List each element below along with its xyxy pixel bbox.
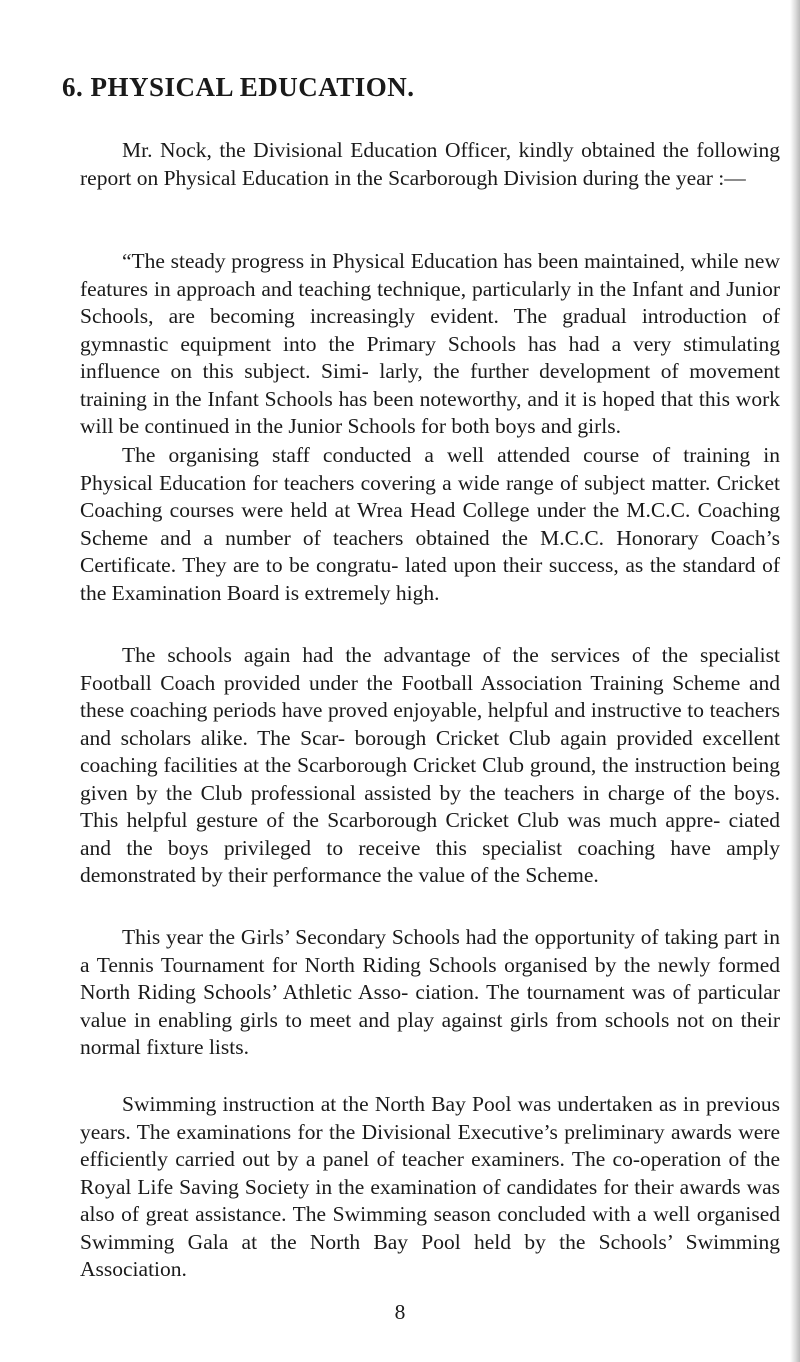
paragraph-intro: Mr. Nock, the Divisional Education Officer, kindly obtained the following report on Physical Education in the Scarborough Division during the year :— (80, 138, 780, 190)
paragraph-football-coach: The schools again had the advantage of the services of the specialist Football Coach provided under the Football Association Training Scheme and these coaching periods have proved enjoyable, helpful and instructive to teachers and scholars alike. The Scar- borough Cricket Club again provided excellent coaching facilities at the Scarborough Cricket Club ground, the instruction being given by the Club professional assisted by the teachers in charge of the boys. This helpful gesture of the Scarborough Cricket Club was much appre- ciated and the boys privileged to receive this specialist coaching have amply demonstrated by their performance the value of the Scheme. (80, 643, 780, 887)
paragraph-swimming: Swimming instruction at the North Bay Pool was undertaken as in previous years. The examinations for the Divisional Executive’s preliminary awards were efficiently carried out by a panel of teacher examiners. The co-operation of the Royal Life Saving Society in the examination of candidates for their awards was also of great assistance. The Swimming season concluded with a well organised Swimming Gala at the North Bay Pool held by the Schools’ Swimming Association. (80, 1092, 780, 1281)
paragraph-tennis-tournament: This year the Girls’ Secondary Schools had the opportunity of taking part in a Tennis Tournament for North Riding Schools organised by the newly formed North Riding Schools’ Athletic Asso- ciation. The tournament was of particular value in enabling girls to meet and play against girls from schools not on their normal fixture lists. (80, 925, 780, 1059)
page-edge-shadow (790, 0, 800, 1362)
page-number: 8 (394, 1300, 406, 1324)
paragraph-steady-progress: “The steady progress in Physical Education has been maintained, while new features in approach and teaching technique, particularly in the Infant and Junior Schools, are becoming increasingly evident. The gradual introduction of gymnastic equipment into the Primary Schools has had a very stimulating influence on this subject. Simi- larly, the further development of movement training in the Infant Schools has been noteworthy, and it is hoped that this work will be continued in the Junior Schools for both boys and girls. (80, 249, 780, 438)
paragraph-organising-staff: The organising staff conducted a well attended course of training in Physical Education for teachers covering a wide range of subject matter. Cricket Coaching courses were held at Wrea Head College under the M.C.C. Coaching Scheme and a number of teachers obtained the M.C.C. Honorary Coach’s Certificate. They are to be congratu- lated upon their success, as the standard of the Examination Board is extremely high. (80, 443, 780, 605)
section-heading: 6. PHYSICAL EDUCATION. (62, 72, 415, 102)
